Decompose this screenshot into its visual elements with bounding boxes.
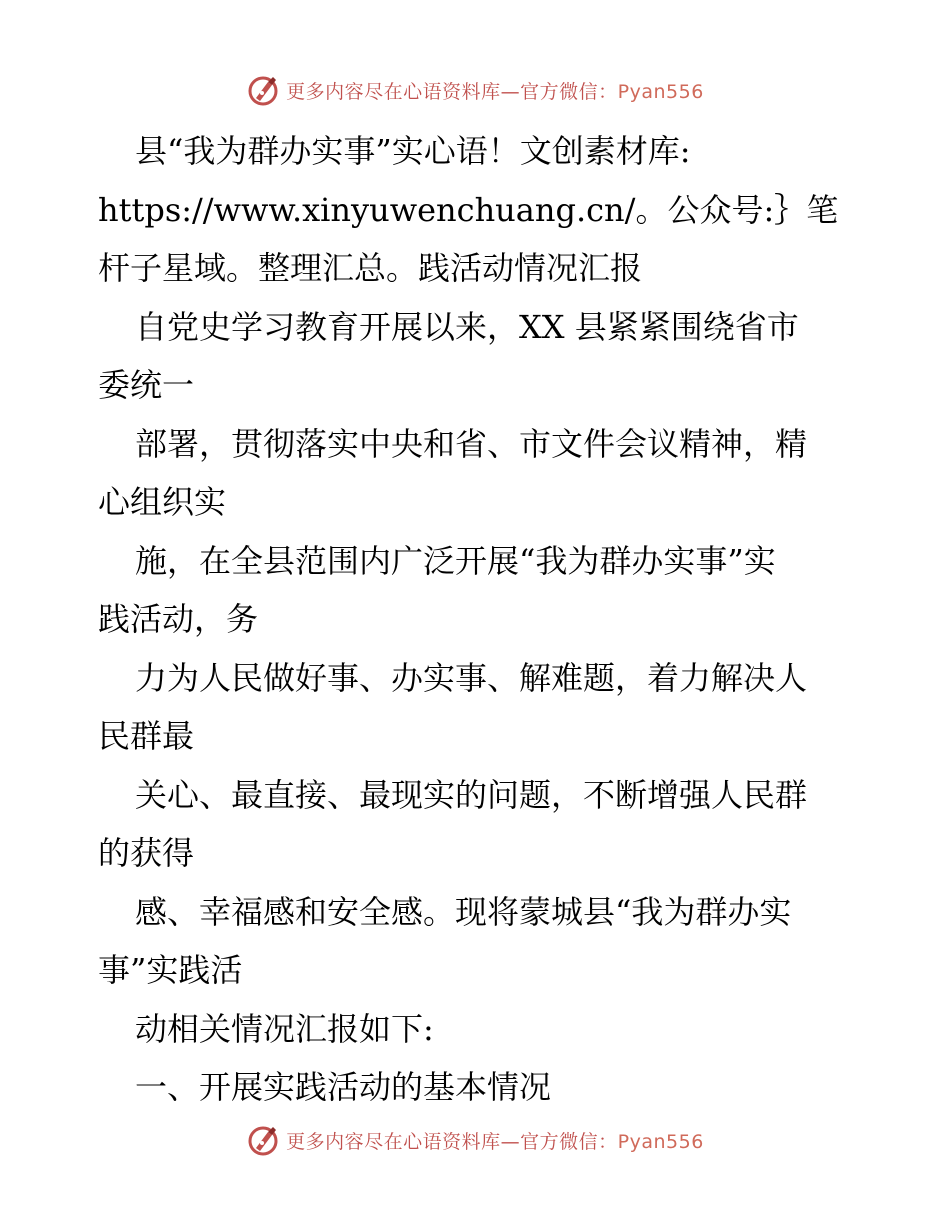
text-line: 关心、最直接、最现实的问题，不断增强人民群 (135, 775, 808, 814)
text-line: 一、开展实践活动的基本情况 (135, 1068, 552, 1106)
text-line: 心组织实 (98, 483, 227, 521)
text-line: 践活动，务 (98, 600, 259, 638)
text-line: 力为人民做好事、办实事、解难题，着力解决人 (135, 658, 808, 697)
text-line: 动相关情况汇报如下: (135, 1009, 434, 1048)
text-line: 自党史学习教育开展以来，XX 县紧紧围绕省市 (135, 307, 799, 346)
footer-watermark-inner (246, 1123, 704, 1157)
header-watermark-label: 更多内容尽在心语资料库—官方微信： (286, 80, 618, 103)
text-line: https://www.xinyuwenchuang.cn/。公众号:｝笔 (98, 190, 839, 229)
footer-watermark-label: 更多内容尽在心语资料库—官方微信： (286, 1130, 618, 1153)
text-line: 感、幸福感和安全感。现将蒙城县“我为群办实 (135, 892, 792, 931)
text-line: 施，在全县范围内广泛开展“我为群办实事”实 (135, 541, 776, 580)
footer-watermark-text (286, 1127, 704, 1154)
pen-nib-logo-icon (246, 1123, 280, 1157)
footer-watermark-id: Pyan556 (617, 1130, 704, 1153)
text-line: 民群最 (98, 717, 195, 755)
text-line: 委统一 (98, 366, 195, 404)
text-line: 事”实践活 (98, 951, 243, 989)
header-watermark (0, 70, 950, 110)
header-watermark-text (286, 77, 704, 104)
text-line: 部署，贯彻落实中央和省、市文件会议精神，精 (135, 424, 808, 463)
header-watermark-inner (246, 73, 704, 107)
text-line: 杆子星域。整理汇总。践活动情况汇报 (98, 249, 643, 287)
header-watermark-id: Pyan556 (617, 80, 704, 103)
document-body (98, 122, 858, 1117)
pen-nib-logo-icon (246, 73, 280, 107)
text-line: 县“我为群办实事”实心语！文创素材库: (135, 132, 691, 170)
footer-watermark (0, 1120, 950, 1160)
text-line: 的获得 (98, 834, 195, 872)
